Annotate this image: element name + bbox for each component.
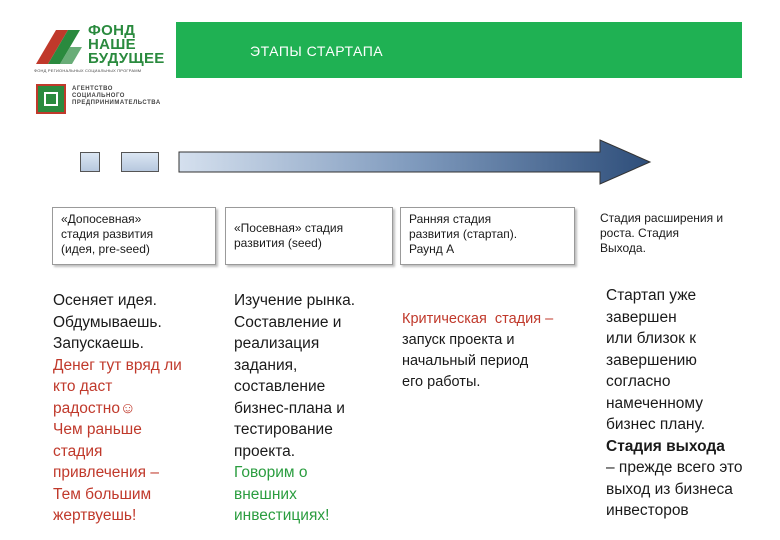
description-pre-seed: Осеняет идея. Обдумываешь. Запускаешь. Денег тут вряд ли кто даст радостно☺ Чем раньше стадия привлечения – Тем большим жертвуешь!	[53, 292, 182, 524]
timeline-arrow-icon	[178, 138, 652, 186]
stage-expansion: Стадия расширения и роста. Стадия Выхода.	[600, 211, 724, 255]
stage-seed: «Посевная» стадия развития (seed)	[225, 207, 393, 265]
description-expansion: Стартап уже завершен или близок к завершению согласно намеченному бизнес плану. Стадия выхода – прежде всего это выход из бизнеса инвесторов	[606, 287, 743, 519]
agency-logo-icon	[36, 84, 66, 114]
fund-logo-name: ФОНД НАШЕ БУДУЩЕЕ	[88, 22, 165, 67]
timeline-square-1	[80, 152, 100, 172]
description-early: Критическая стадия – запуск проекта и начальный период его работы.	[402, 311, 554, 390]
fund-logo	[34, 22, 164, 76]
agency-logo	[36, 84, 186, 116]
fund-logo-chevron-icon	[34, 26, 82, 66]
fund-logo-tagline: ФОНД РЕГИОНАЛЬНЫХ СОЦИАЛЬНЫХ ПРОГРАММ	[34, 68, 142, 73]
agency-logo-text: АГЕНТСТВО СОЦИАЛЬНОГО ПРЕДПРИНИМАТЕЛЬСТВА	[72, 86, 161, 106]
timeline-square-2	[121, 152, 159, 172]
description-seed: Изучение рынка. Составление и реализация задания, составление бизнес-плана и тестирование проекта. Говорим о внешних инвестициях!	[234, 292, 356, 524]
stage-early: Ранняя стадия развития (стартап). Раунд А	[400, 207, 575, 265]
stage-pre-seed: «Допосевная» стадия развития (идея, pre-seed)	[52, 207, 216, 265]
page-title: ЭТАПЫ СТАРТАПА	[250, 43, 384, 59]
